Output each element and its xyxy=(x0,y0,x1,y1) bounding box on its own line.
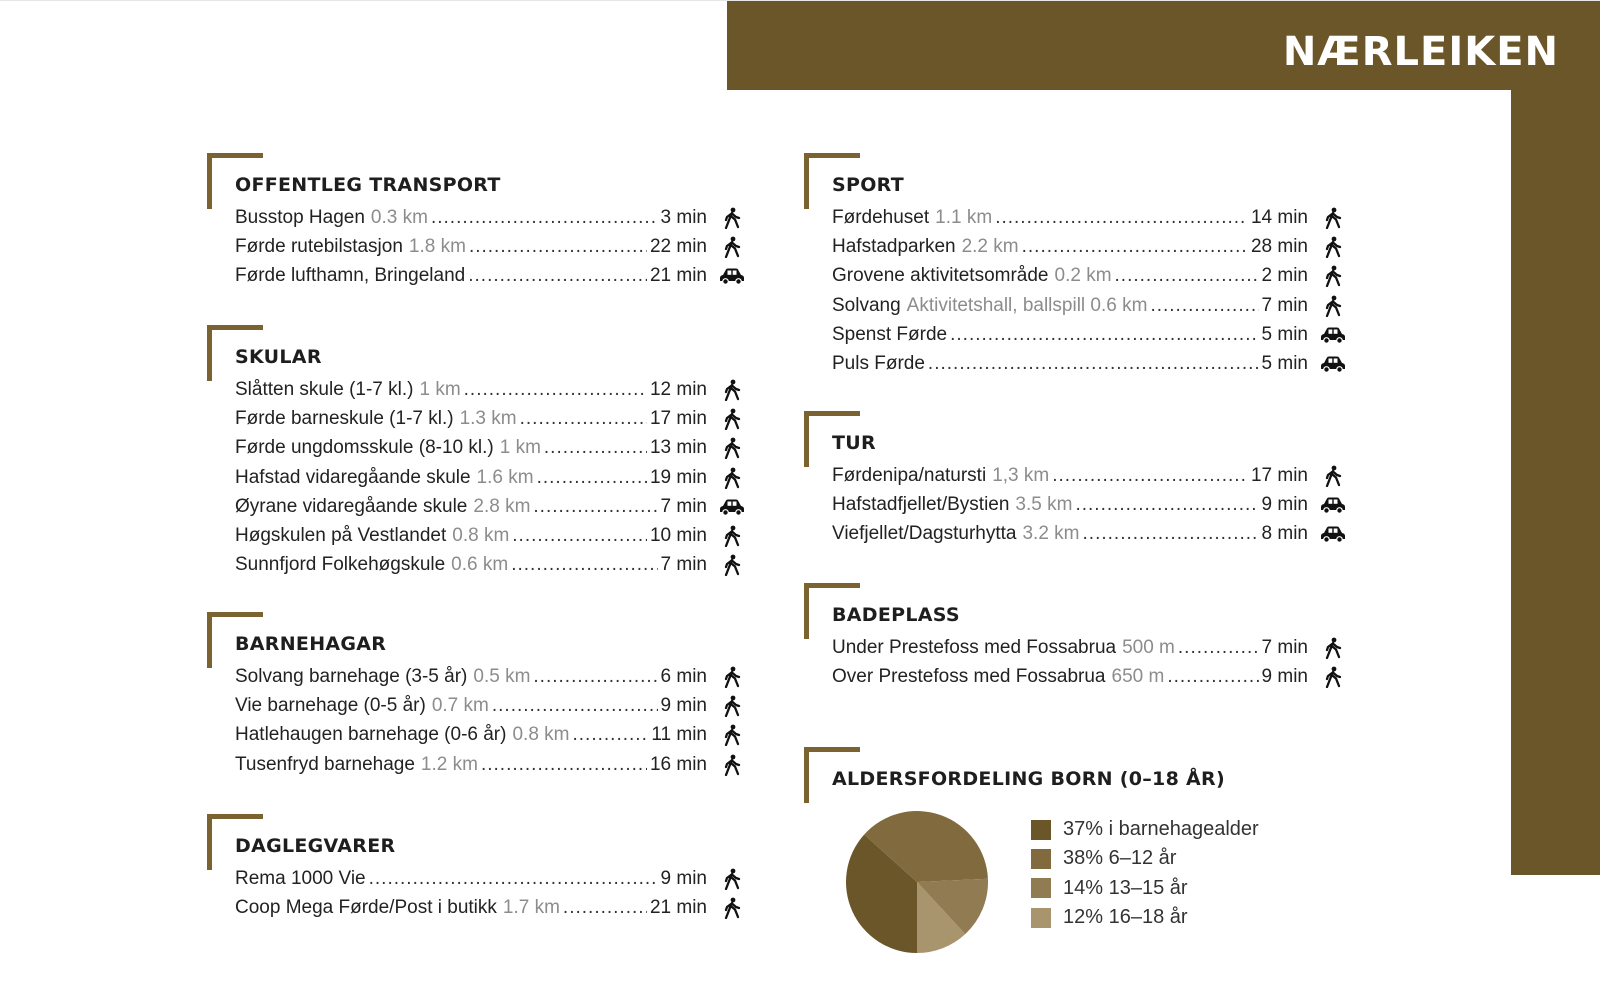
place-name: Coop Mega Førde/Post i butikk xyxy=(235,896,497,918)
travel-time: 13 min xyxy=(649,437,707,459)
distance: 1 km xyxy=(499,437,541,459)
car-icon xyxy=(719,267,745,285)
walk-icon xyxy=(719,467,745,489)
walk-icon xyxy=(1320,637,1346,659)
car-icon xyxy=(1320,496,1346,514)
item-list xyxy=(235,375,745,580)
travel-time: 28 min xyxy=(1250,235,1308,257)
place-name: Under Prestefoss med Fossabrua xyxy=(832,636,1117,658)
distance: 1.1 km xyxy=(935,206,993,228)
place-name: Viefjellet/Dagsturhytta xyxy=(832,523,1017,545)
walk-icon xyxy=(719,897,745,919)
distance: 0.5 km xyxy=(473,665,531,687)
place-name: Sunnfjord Folkehøgskule xyxy=(235,554,446,576)
page-title: NÆRLEIKEN xyxy=(1282,29,1559,75)
legend-label: 14% 13–15 år xyxy=(1063,876,1188,899)
list-item xyxy=(235,434,745,463)
item-list xyxy=(235,864,745,923)
item-list xyxy=(832,203,1346,379)
travel-time: 9 min xyxy=(1261,493,1308,515)
legend-item xyxy=(1031,815,1259,844)
place-name: Grovene aktivitetsområde xyxy=(832,265,1049,287)
leader-dots xyxy=(369,868,658,890)
walk-icon xyxy=(719,868,745,890)
place-name: Hatlehaugen barnehage (0-6 år) xyxy=(235,724,507,746)
header-band xyxy=(727,1,1600,90)
walk-icon xyxy=(1320,465,1346,487)
distance: 3.2 km xyxy=(1022,523,1080,545)
section-title: SKULAR xyxy=(235,346,322,368)
list-item xyxy=(235,404,745,433)
walk-icon xyxy=(1320,265,1346,287)
list-item xyxy=(235,864,745,893)
travel-time: 7 min xyxy=(1261,294,1308,316)
leader-dots xyxy=(431,207,658,229)
walk-icon xyxy=(1320,295,1346,317)
place-name: Spenst Førde xyxy=(832,323,948,345)
list-item xyxy=(235,893,745,922)
leader-dots xyxy=(1150,295,1258,317)
walk-icon xyxy=(1320,207,1346,229)
distance: 1.8 km xyxy=(408,235,466,257)
list-item xyxy=(235,750,745,779)
travel-time: 16 min xyxy=(649,753,707,775)
side-band xyxy=(1511,89,1600,875)
legend-item xyxy=(1031,903,1259,932)
section-title: DAGLEGVARER xyxy=(235,835,396,857)
distance: 650 m xyxy=(1111,665,1165,687)
legend-swatch xyxy=(1031,820,1051,840)
leader-dots xyxy=(468,265,647,287)
place-name: Busstop Hagen xyxy=(235,206,365,228)
item-list xyxy=(235,203,745,291)
list-item xyxy=(235,492,745,521)
walk-icon xyxy=(719,754,745,776)
walk-icon xyxy=(719,207,745,229)
travel-time: 7 min xyxy=(660,495,707,517)
distance: 1.6 km xyxy=(476,466,534,488)
item-list xyxy=(235,662,745,779)
leader-dots xyxy=(1052,465,1248,487)
car-icon xyxy=(1320,326,1346,344)
leader-dots xyxy=(544,437,647,459)
walk-icon xyxy=(719,236,745,258)
list-item xyxy=(235,463,745,492)
legend-item xyxy=(1031,844,1259,873)
distance: 0.3 km xyxy=(370,206,428,228)
list-item xyxy=(235,691,745,720)
distance: 1,3 km xyxy=(992,464,1050,486)
section-title: BADEPLASS xyxy=(832,604,960,626)
distance: 2.2 km xyxy=(961,235,1019,257)
list-item xyxy=(832,520,1346,549)
walk-icon xyxy=(719,379,745,401)
travel-time: 9 min xyxy=(660,867,707,889)
place-name: Førde barneskule (1-7 kl.) xyxy=(235,407,454,429)
item-list xyxy=(832,633,1346,692)
legend-swatch xyxy=(1031,849,1051,869)
place-name: Tusenfryd barnehage xyxy=(235,753,415,775)
item-list xyxy=(832,461,1346,549)
walk-icon xyxy=(719,408,745,430)
walk-icon xyxy=(1320,236,1346,258)
legend-swatch xyxy=(1031,878,1051,898)
travel-time: 7 min xyxy=(1261,636,1308,658)
leader-dots xyxy=(928,353,1259,375)
leader-dots xyxy=(1083,523,1259,545)
travel-time: 12 min xyxy=(649,378,707,400)
travel-time: 17 min xyxy=(1250,464,1308,486)
travel-time: 22 min xyxy=(649,235,707,257)
legend-label: 37% i barnehagealder xyxy=(1063,818,1259,841)
place-name: Over Prestefoss med Fossabrua xyxy=(832,665,1106,687)
distance: 0.6 km xyxy=(451,554,509,576)
travel-time: 9 min xyxy=(660,694,707,716)
distance: 2.8 km xyxy=(473,495,531,517)
leader-dots xyxy=(533,666,657,688)
distance: 0.8 km xyxy=(452,525,510,547)
leader-dots xyxy=(1167,666,1258,688)
age-pie-chart xyxy=(837,802,997,962)
distance: 0.7 km xyxy=(431,694,489,716)
place-name: Hafstadfjellet/Bystien xyxy=(832,493,1010,515)
travel-time: 8 min xyxy=(1261,523,1308,545)
car-icon xyxy=(1320,355,1346,373)
car-icon xyxy=(719,498,745,516)
section-title: SPORT xyxy=(832,174,904,196)
leader-dots xyxy=(481,754,647,776)
distance: 1 km xyxy=(419,378,461,400)
leader-dots xyxy=(511,554,657,576)
list-item xyxy=(235,721,745,750)
distance: Aktivitetshall, ballspill 0.6 km xyxy=(906,294,1148,316)
leader-dots xyxy=(1115,265,1259,287)
legend-label: 12% 16–18 år xyxy=(1063,906,1188,929)
list-item xyxy=(832,262,1346,291)
list-item xyxy=(832,232,1346,261)
leader-dots xyxy=(950,324,1258,346)
place-name: Hafstadparken xyxy=(832,235,956,257)
list-item xyxy=(235,551,745,580)
travel-time: 5 min xyxy=(1261,323,1308,345)
travel-time: 7 min xyxy=(660,554,707,576)
leader-dots xyxy=(1075,494,1258,516)
travel-time: 5 min xyxy=(1261,353,1308,375)
place-name: Vie barnehage (0-5 år) xyxy=(235,694,426,716)
travel-time: 21 min xyxy=(649,265,707,287)
list-item xyxy=(832,349,1346,378)
legend-label: 38% 6–12 år xyxy=(1063,847,1177,870)
distance: 1.3 km xyxy=(459,407,517,429)
walk-icon xyxy=(1320,666,1346,688)
list-item xyxy=(235,375,745,404)
car-icon xyxy=(1320,525,1346,543)
list-item xyxy=(832,320,1346,349)
travel-time: 19 min xyxy=(649,466,707,488)
travel-time: 17 min xyxy=(649,407,707,429)
place-name: Rema 1000 Vie xyxy=(235,867,366,889)
list-item xyxy=(235,662,745,691)
distance: 3.5 km xyxy=(1015,493,1073,515)
place-name: Førde ungdomsskule (8-10 kl.) xyxy=(235,437,494,459)
place-name: Førdehuset xyxy=(832,206,930,228)
place-name: Øyrane vidaregåande skule xyxy=(235,495,468,517)
leader-dots xyxy=(464,379,647,401)
leader-dots xyxy=(995,207,1248,229)
list-item xyxy=(235,203,745,232)
legend-swatch xyxy=(1031,908,1051,928)
walk-icon xyxy=(719,695,745,717)
place-name: Solvang barnehage (3-5 år) xyxy=(235,665,468,687)
travel-time: 11 min xyxy=(651,724,707,746)
travel-time: 9 min xyxy=(1261,665,1308,687)
travel-time: 3 min xyxy=(660,206,707,228)
place-name: Førde lufthamn, Bringeland xyxy=(235,265,466,287)
walk-icon xyxy=(719,554,745,576)
travel-time: 2 min xyxy=(1261,265,1308,287)
travel-time: 6 min xyxy=(660,665,707,687)
list-item xyxy=(235,521,745,550)
place-name: Hafstad vidaregåande skule xyxy=(235,466,471,488)
list-item xyxy=(832,490,1346,519)
distance: 1.2 km xyxy=(420,753,478,775)
leader-dots xyxy=(512,525,647,547)
leader-dots xyxy=(1022,236,1248,258)
place-name: Puls Førde xyxy=(832,353,925,375)
section-title: TUR xyxy=(832,432,876,454)
place-name: Slåtten skule (1-7 kl.) xyxy=(235,378,414,400)
walk-icon xyxy=(719,437,745,459)
list-item xyxy=(832,203,1346,232)
distance: 500 m xyxy=(1122,636,1175,658)
walk-icon xyxy=(719,666,745,688)
leader-dots xyxy=(520,408,647,430)
distance: 1.7 km xyxy=(502,896,560,918)
leader-dots xyxy=(1178,637,1259,659)
place-name: Førdenipa/natursti xyxy=(832,464,987,486)
walk-icon xyxy=(719,724,745,746)
travel-time: 14 min xyxy=(1250,206,1308,228)
travel-time: 21 min xyxy=(649,896,707,918)
section-title: BARNEHAGAR xyxy=(235,633,387,655)
list-item xyxy=(832,633,1346,662)
chart-legend xyxy=(1031,815,1259,932)
list-item xyxy=(832,461,1346,490)
list-item xyxy=(832,662,1346,691)
leader-dots xyxy=(573,724,649,746)
travel-time: 10 min xyxy=(649,525,707,547)
list-item xyxy=(235,232,745,261)
place-name: Høgskulen på Vestlandet xyxy=(235,525,447,547)
place-name: Solvang xyxy=(832,294,901,316)
leader-dots xyxy=(492,695,658,717)
distance: 0.8 km xyxy=(512,724,570,746)
leader-dots xyxy=(537,467,647,489)
place-name: Førde rutebilstasjon xyxy=(235,235,403,257)
list-item xyxy=(832,291,1346,320)
section-title: OFFENTLEG TRANSPORT xyxy=(235,174,501,196)
leader-dots xyxy=(533,496,657,518)
leader-dots xyxy=(563,897,647,919)
section-title: ALDERSFORDELING BORN (0–18 ÅR) xyxy=(832,768,1225,790)
leader-dots xyxy=(469,236,647,258)
legend-item xyxy=(1031,874,1259,903)
distance: 0.2 km xyxy=(1054,265,1112,287)
list-item xyxy=(235,262,745,291)
walk-icon xyxy=(719,525,745,547)
